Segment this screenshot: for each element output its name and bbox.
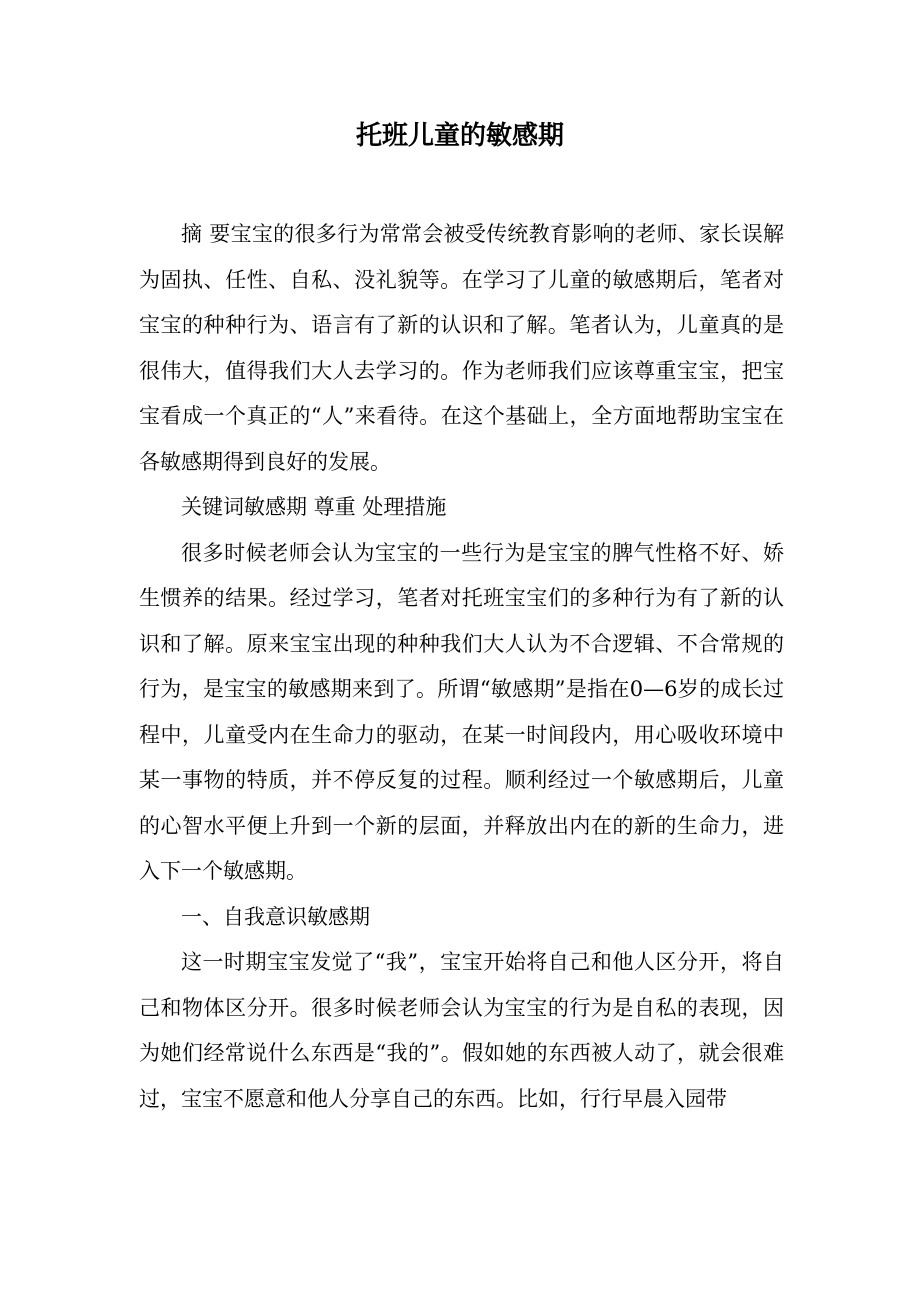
section-heading: 一、自我意识敏感期 <box>181 904 370 929</box>
keywords-paragraph: 关键词敏感期 尊重 处理措施 <box>181 495 447 519</box>
section-paragraph: 这一时期宝宝发觉了“我”，宝宝开始将自己和他人区分开，将自己和物体区分开。很多时候老师会认为宝宝的行为是自私的表现，因为她们经常说什么东西是“我的”。假如她的东西被人动了，就会很难过，宝宝不愿意和他人分享自己的东西。比如，行行早晨入园带 <box>139 950 784 1111</box>
document-body <box>139 212 784 1122</box>
intro-paragraph: 很多时候老师会认为宝宝的一些行为是宝宝的脾气性格不好、娇生惯养的结果。经过学习，笔者对托班宝宝们的多种行为有了新的认识和了解。原来宝宝出现的种种我们大人认为不合逻辑、不合常规的行为，是宝宝的敏感期来到了。所谓“敏感期”是指在0—6岁的成长过程中，儿童受内在生命力的驱动，在某一时间段内，用心吸收环境中某一事物的特质，并不停反复的过程。顺利经过一个敏感期后，儿童的心智水平便上升到一个新的层面，并释放出内在的新的生命力，进入下一个敏感期。 <box>139 540 784 883</box>
abstract-paragraph: 摘 要宝宝的很多行为常常会被受传统教育影响的老师、家长误解为固执、任性、自私、没礼貌等。在学习了儿童的敏感期后，笔者对宝宝的种种行为、语言有了新的认识和了解。笔者认为，儿童真的是很伟大，值得我们大人去学习的。作为老师我们应该尊重宝宝，把宝宝看成一个真正的“人”来看待。在这个基础上，全方面地帮助宝宝在各敏感期得到良好的发展。 <box>139 222 784 474</box>
document-title: 托班儿童的敏感期 <box>355 121 564 151</box>
